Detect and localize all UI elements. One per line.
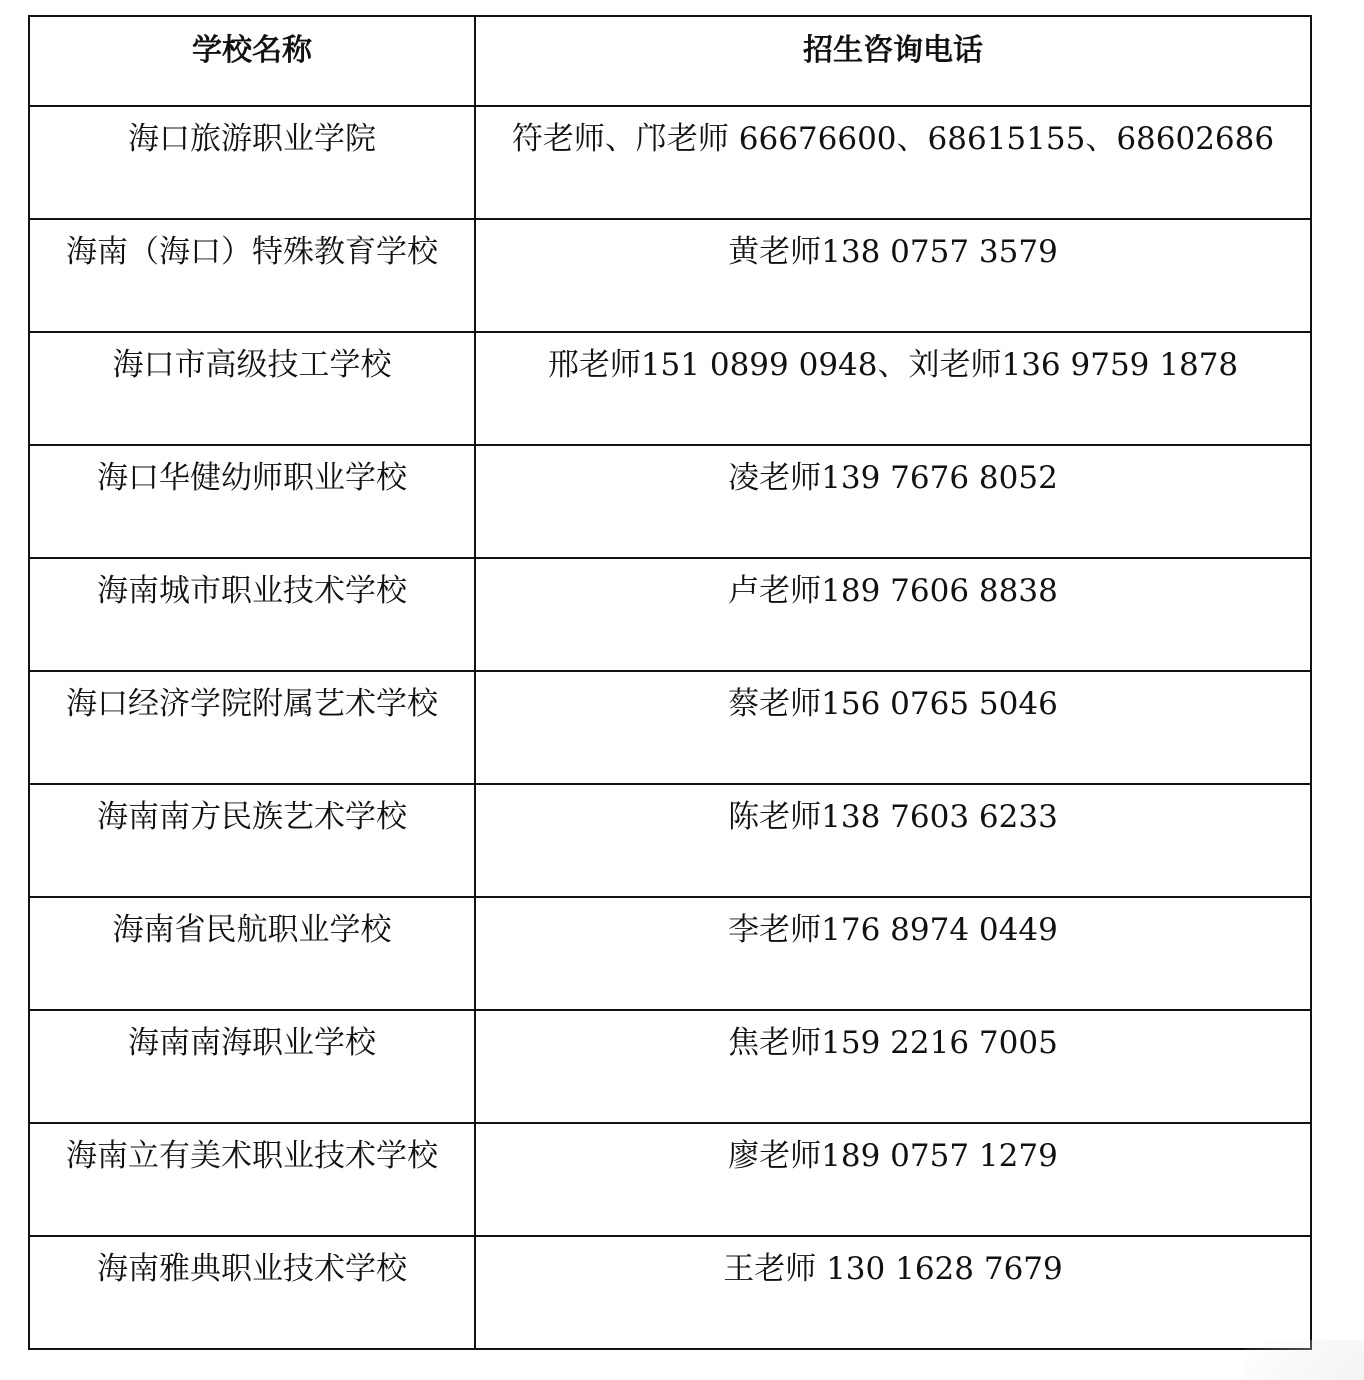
- table-row: [29, 784, 1311, 897]
- phone-cell: 符老师、邝老师 66676600、68615155、68602686: [475, 106, 1311, 219]
- table-row: [29, 1123, 1311, 1236]
- header-admissions-phone: 招生咨询电话: [475, 16, 1311, 106]
- school-name-cell: 海南雅典职业技术学校: [29, 1236, 475, 1349]
- school-name-cell: 海南城市职业技术学校: [29, 558, 475, 671]
- school-name-cell: 海口旅游职业学院: [29, 106, 475, 219]
- phone-cell: 陈老师138 7603 6233: [475, 784, 1311, 897]
- school-name-cell: 海南立有美术职业技术学校: [29, 1123, 475, 1236]
- table-row: [29, 106, 1311, 219]
- school-name-cell: 海口市高级技工学校: [29, 332, 475, 445]
- phone-cell: 邢老师151 0899 0948、刘老师136 9759 1878: [475, 332, 1311, 445]
- school-name-cell: 海南南海职业学校: [29, 1010, 475, 1123]
- header-school-name: 学校名称: [29, 16, 475, 106]
- phone-cell: 廖老师189 0757 1279: [475, 1123, 1311, 1236]
- admissions-contact-table: [28, 15, 1312, 1350]
- school-name-cell: 海口经济学院附属艺术学校: [29, 671, 475, 784]
- table-row: [29, 332, 1311, 445]
- phone-cell: 焦老师159 2216 7005: [475, 1010, 1311, 1123]
- phone-cell: 李老师176 8974 0449: [475, 897, 1311, 1010]
- phone-cell: 黄老师138 0757 3579: [475, 219, 1311, 332]
- table-row: [29, 558, 1311, 671]
- phone-cell: 蔡老师156 0765 5046: [475, 671, 1311, 784]
- table-row: [29, 445, 1311, 558]
- phone-cell: 凌老师139 7676 8052: [475, 445, 1311, 558]
- school-name-cell: 海南南方民族艺术学校: [29, 784, 475, 897]
- table-row: [29, 1010, 1311, 1123]
- school-name-cell: 海口华健幼师职业学校: [29, 445, 475, 558]
- phone-cell: 卢老师189 7606 8838: [475, 558, 1311, 671]
- phone-cell: 王老师 130 1628 7679: [475, 1236, 1311, 1349]
- page-edge-shadow: [1244, 1340, 1364, 1380]
- school-name-cell: 海南省民航职业学校: [29, 897, 475, 1010]
- table-row: [29, 219, 1311, 332]
- school-name-cell: 海南（海口）特殊教育学校: [29, 219, 475, 332]
- table-row: [29, 897, 1311, 1010]
- table-row: [29, 671, 1311, 784]
- table-row: [29, 1236, 1311, 1349]
- table-header-row: [29, 16, 1311, 106]
